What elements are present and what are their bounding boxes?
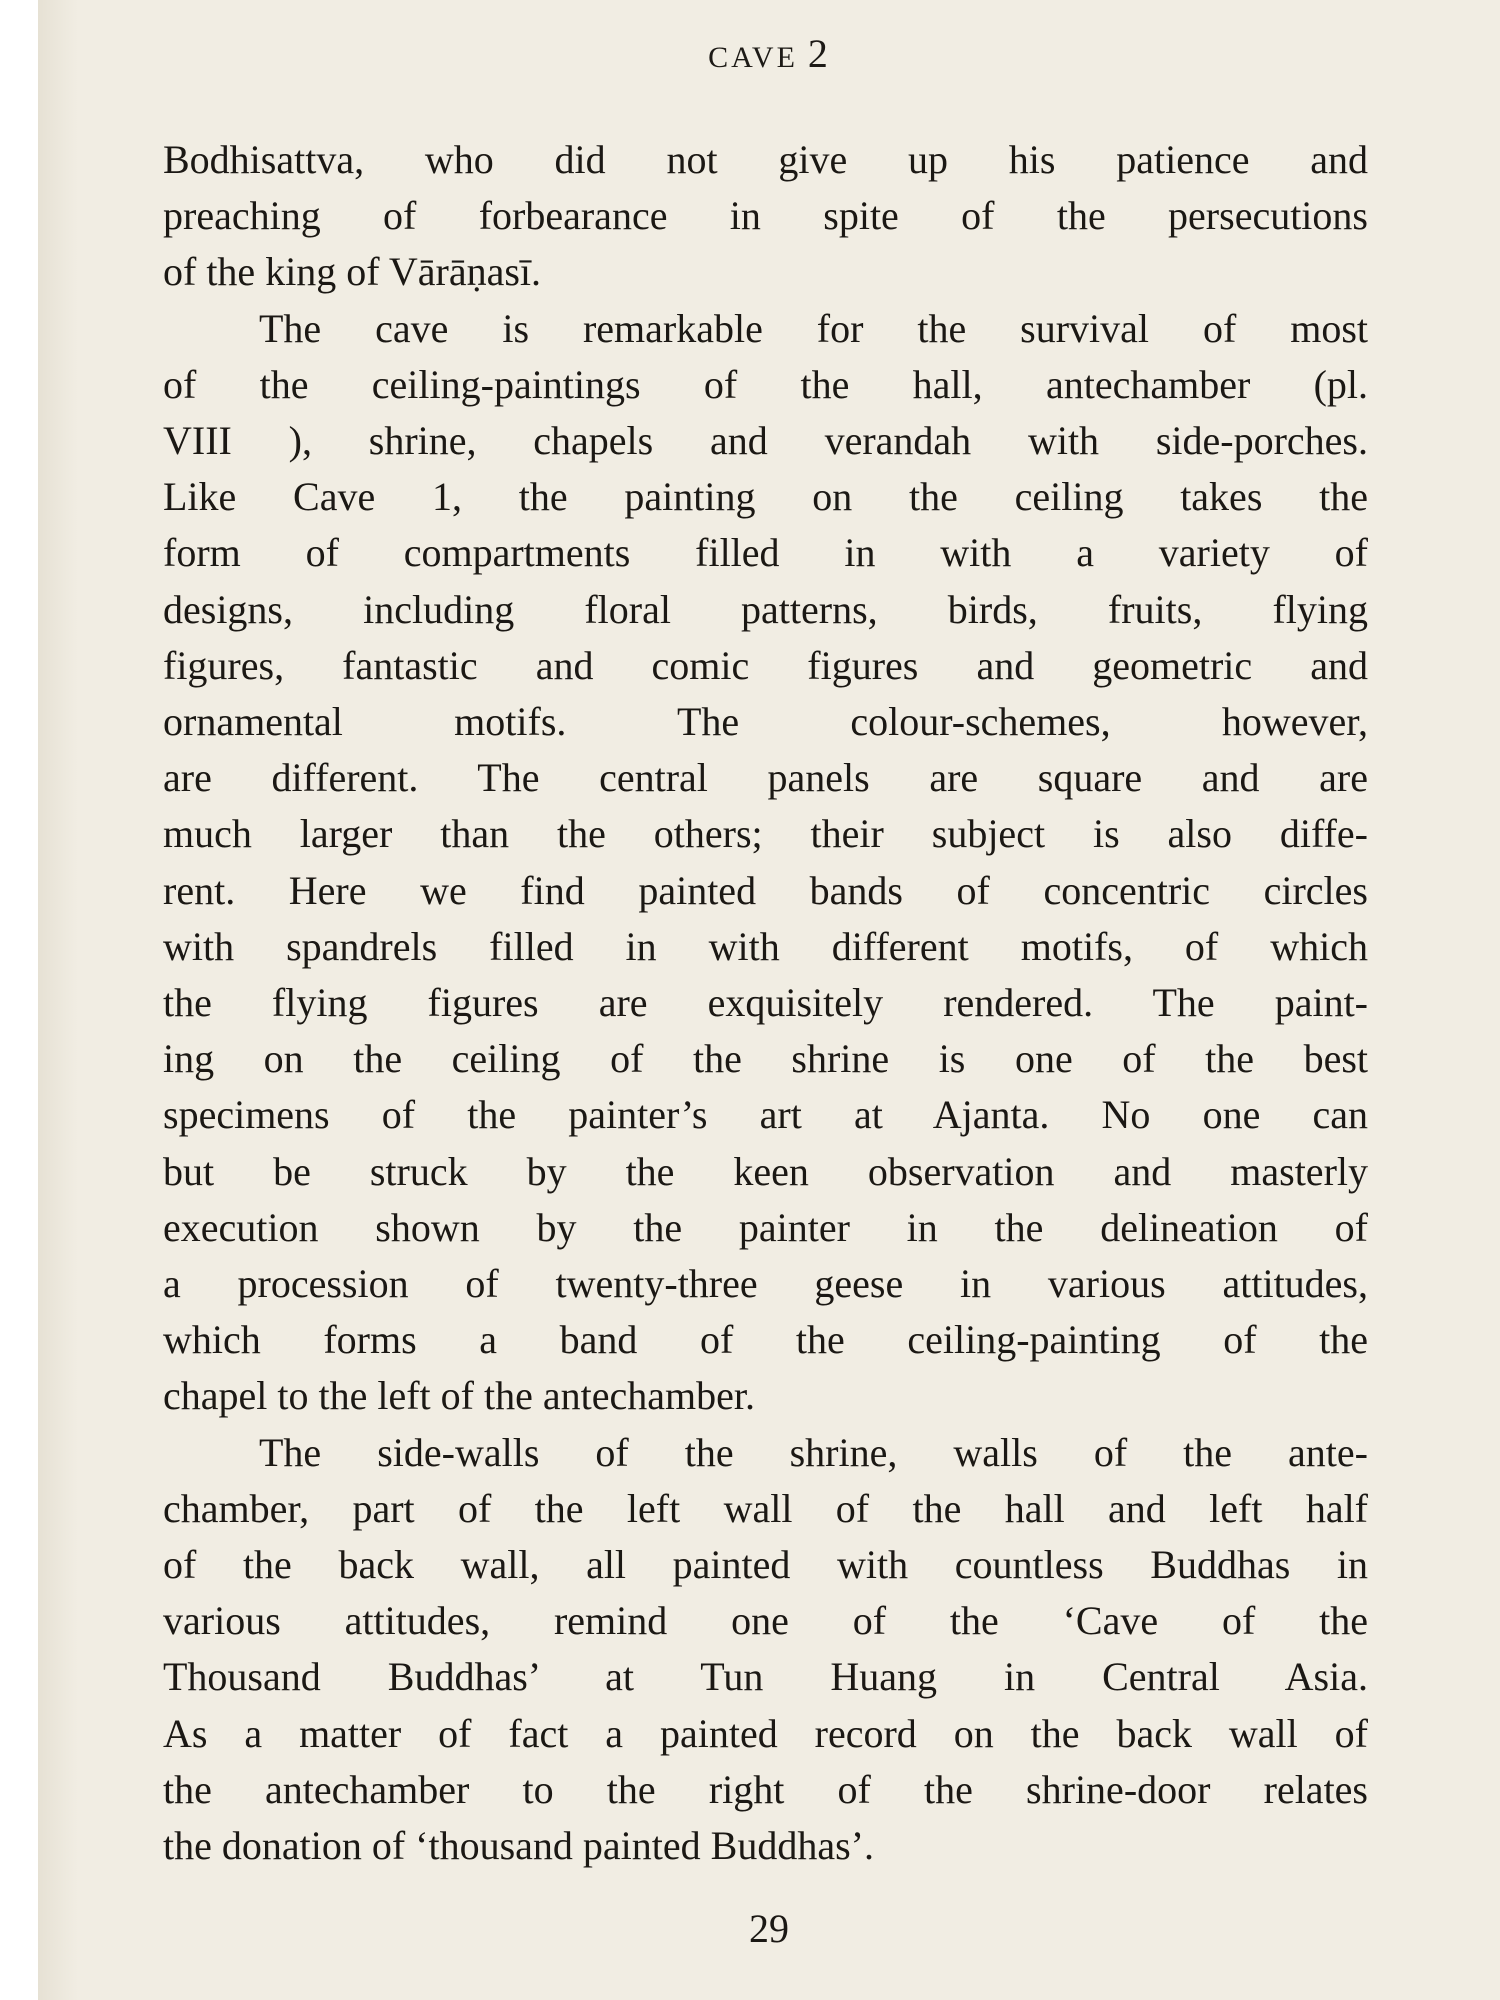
- text-line: Like Cave 1, the painting on the ceiling takes the: [163, 474, 1368, 520]
- text-line: figures, fantastic and comic figures and geometric and: [163, 642, 1368, 688]
- text-line: form of compartments filled in with a variety of: [163, 530, 1368, 576]
- text-line: ornamental motifs. The colour-schemes, however,: [163, 699, 1368, 745]
- text-line: As a matter of fact a painted record on the back wall of: [163, 1710, 1368, 1756]
- text-line: which forms a band of the ceiling-painting of the: [163, 1317, 1368, 1363]
- text-line: preaching of forbearance in spite of the persecutions: [163, 193, 1368, 239]
- text-line: with spandrels filled in with different motifs, of which: [163, 923, 1368, 969]
- text-line: rent. Here we find painted bands of concentric circles: [163, 867, 1368, 913]
- running-head-number: 2: [807, 31, 830, 76]
- text-line: The side-walls of the shrine, walls of the ante-: [259, 1429, 1368, 1475]
- text-line: the donation of ‘thousand painted Buddhas’.: [163, 1823, 874, 1869]
- text-line: chamber, part of the left wall of the hall and left half: [163, 1485, 1368, 1531]
- text-line: designs, including floral patterns, birds, fruits, flying: [163, 586, 1368, 632]
- text-line: the antechamber to the right of the shrine-door relates: [163, 1766, 1368, 1812]
- text-line: but be struck by the keen observation and masterly: [163, 1148, 1368, 1194]
- text-line: the flying figures are exquisitely rendered. The paint-: [163, 980, 1368, 1026]
- text-line: Thousand Buddhas’ at Tun Huang in Central Asia.: [163, 1654, 1368, 1700]
- text-line: various attitudes, remind one of the ‘Cave of the: [163, 1598, 1368, 1644]
- text-line: specimens of the painter’s art at Ajanta. No one can: [163, 1092, 1368, 1138]
- text-line: much larger than the others; their subject is also diffe-: [163, 811, 1368, 857]
- text-line: of the ceiling-paintings of the hall, antechamber (pl.: [163, 361, 1368, 407]
- text-line: VIII ), shrine, chapels and verandah with side-porches.: [163, 418, 1368, 464]
- running-head-title: CAVE: [708, 41, 798, 74]
- body-text: [163, 132, 1368, 1874]
- text-line: The cave is remarkable for the survival of most: [259, 305, 1368, 351]
- page-number: 29: [749, 1906, 789, 1951]
- text-line: execution shown by the painter in the delineation of: [163, 1204, 1368, 1250]
- running-head: [38, 30, 1500, 77]
- text-line: of the back wall, all painted with countless Buddhas in: [163, 1542, 1368, 1588]
- text-line: of the king of Vārāṇasī.: [163, 249, 542, 295]
- text-line: a procession of twenty-three geese in various attitudes,: [163, 1261, 1368, 1307]
- text-line: Bodhisattva, who did not give up his patience and: [163, 137, 1368, 182]
- book-page: [38, 0, 1500, 2000]
- text-line: chapel to the left of the antechamber.: [163, 1373, 755, 1419]
- text-line: are different. The central panels are square and are: [163, 755, 1368, 801]
- text-line: ing on the ceiling of the shrine is one of the best: [163, 1036, 1368, 1082]
